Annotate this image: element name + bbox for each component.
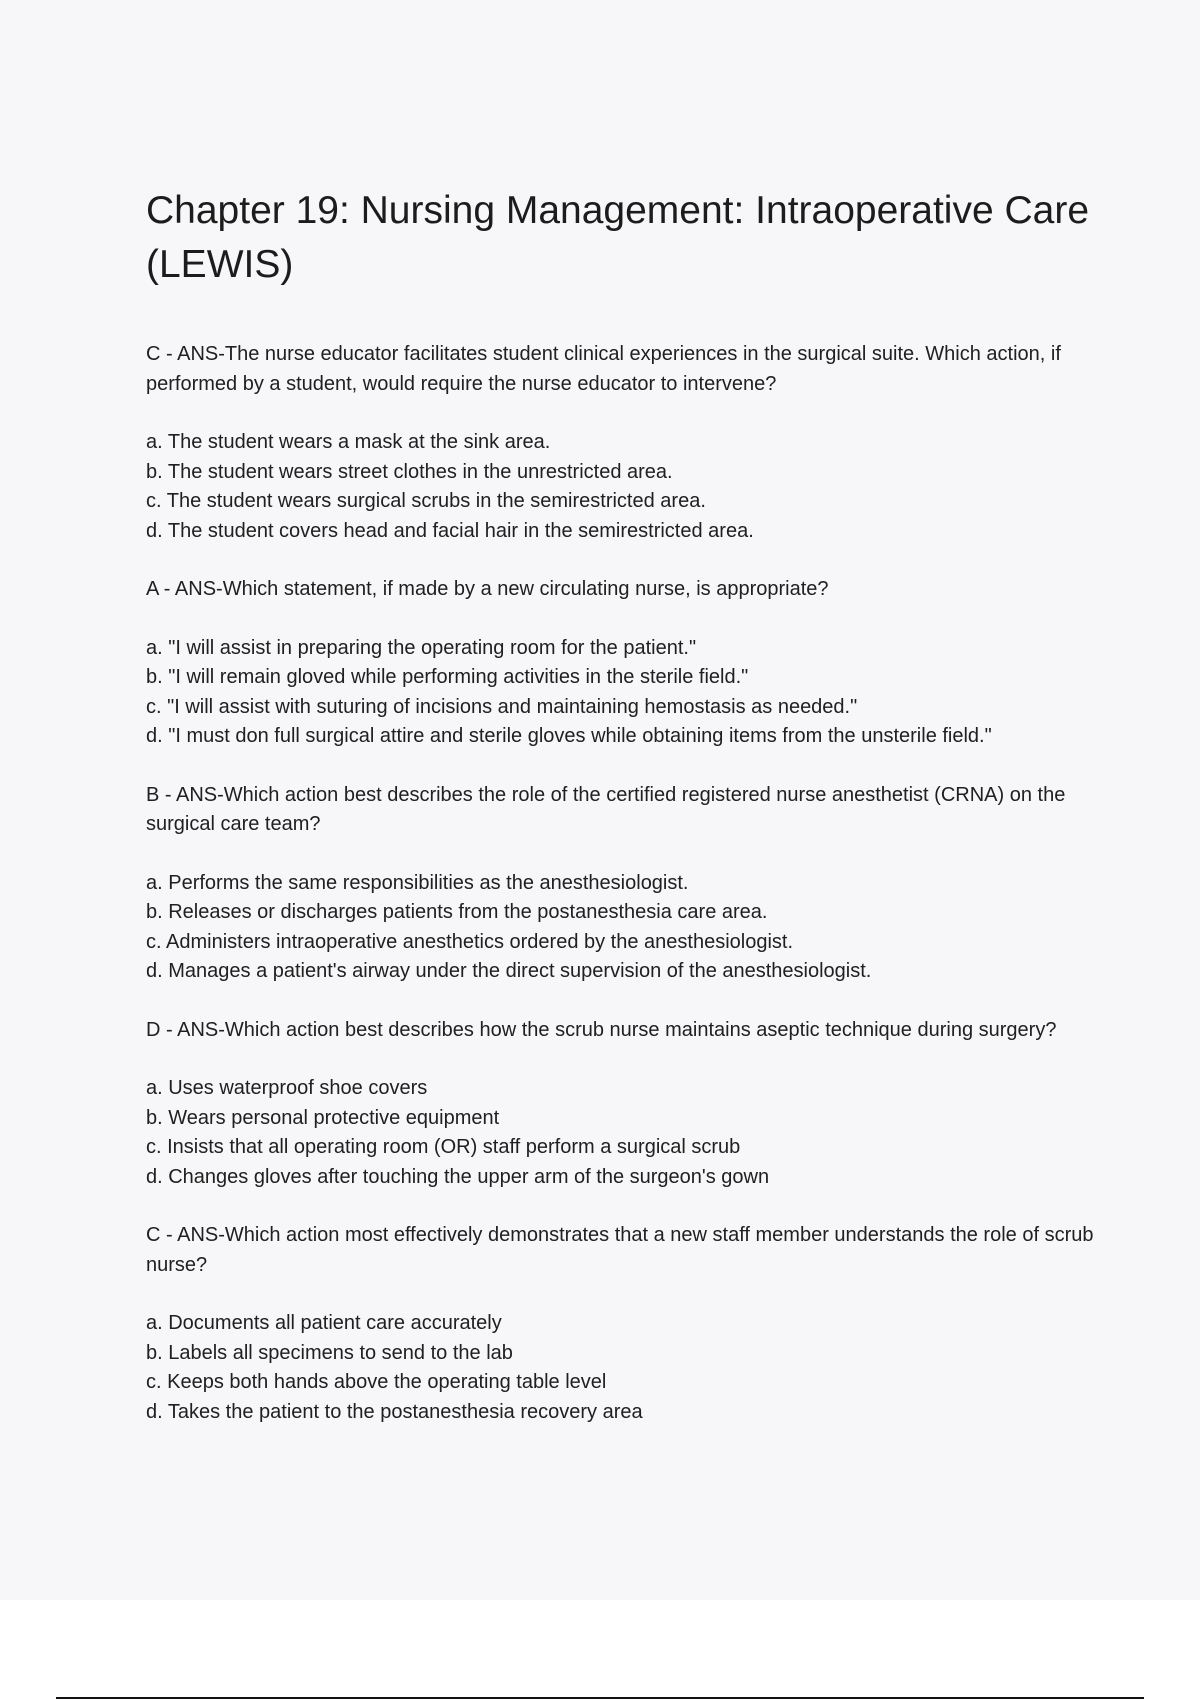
answer-option-c: c. Insists that all operating room (OR) staff perform a surgical scrub [146, 1136, 741, 1158]
answer-options [146, 634, 1096, 752]
answer-option-c: c. Keeps both hands above the operating table level [146, 1371, 607, 1393]
question-block [146, 1016, 1096, 1193]
answer-option-b: b. Labels all specimens to send to the lab [146, 1341, 513, 1364]
answer-option-b: b. Releases or discharges patients from the postanesthesia care area. [146, 901, 768, 923]
document-content [146, 184, 1096, 1456]
answer-option-b: b. "I will remain gloved while performing activities in the sterile field." [146, 666, 749, 688]
answer-options [146, 428, 1096, 546]
question-stem: C - ANS-Which action most effectively demonstrates that a new staff member understands the role of scrub nurse? [146, 1224, 1094, 1276]
question-block [146, 781, 1096, 987]
answer-option-c: c. The student wears surgical scrubs in the semirestricted area. [146, 490, 706, 512]
answer-options [146, 1074, 1096, 1192]
question-stem: C - ANS-The nurse educator facilitates student clinical experiences in the surgical suite. Which action, if performed by a student, would require the nurse educator to intervene? [146, 343, 1061, 395]
answer-option-a: a. Uses waterproof shoe covers [146, 1077, 428, 1099]
answer-option-d: d. The student covers head and facial hair in the semirestricted area. [146, 519, 754, 542]
answer-option-d: d. "I must don full surgical attire and sterile gloves while obtaining items from the unsterile field." [146, 725, 992, 747]
answer-option-d: d. Takes the patient to the postanesthesia recovery area [146, 1400, 643, 1423]
question-block [146, 575, 1096, 752]
answer-option-a: a. The student wears a mask at the sink area. [146, 431, 551, 453]
answer-option-d: d. Changes gloves after touching the upper arm of the surgeon's gown [146, 1165, 770, 1188]
answer-option-c: c. Administers intraoperative anesthetics ordered by the anesthesiologist. [146, 930, 794, 953]
footer-divider [56, 1697, 1144, 1699]
answer-options [146, 869, 1096, 987]
answer-option-a: a. Performs the same responsibilities as the anesthesiologist. [146, 871, 689, 894]
answer-option-c: c. "I will assist with suturing of incisions and maintaining hemostasis as needed." [146, 695, 858, 718]
page-title: Chapter 19: Nursing Management: Intraoperative Care (LEWIS) [146, 189, 1090, 286]
answer-option-b: b. Wears personal protective equipment [146, 1106, 500, 1129]
question-block [146, 1221, 1096, 1427]
answer-option-d: d. Manages a patient's airway under the direct supervision of the anesthesiologist. [146, 960, 872, 982]
question-block [146, 340, 1096, 546]
question-stem: D - ANS-Which action best describes how the scrub nurse maintains aseptic technique during surgery? [146, 1018, 1057, 1041]
question-stem: A - ANS-Which statement, if made by a new circulating nurse, is appropriate? [146, 578, 829, 600]
answer-option-b: b. The student wears street clothes in the unrestricted area. [146, 460, 673, 483]
answer-option-a: a. Documents all patient care accurately [146, 1312, 502, 1334]
answer-option-a: a. "I will assist in preparing the operating room for the patient." [146, 636, 697, 659]
answer-options [146, 1309, 1096, 1427]
question-stem: B - ANS-Which action best describes the role of the certified registered nurse anesthetist (CRNA) on the surgical care team? [146, 783, 1066, 835]
